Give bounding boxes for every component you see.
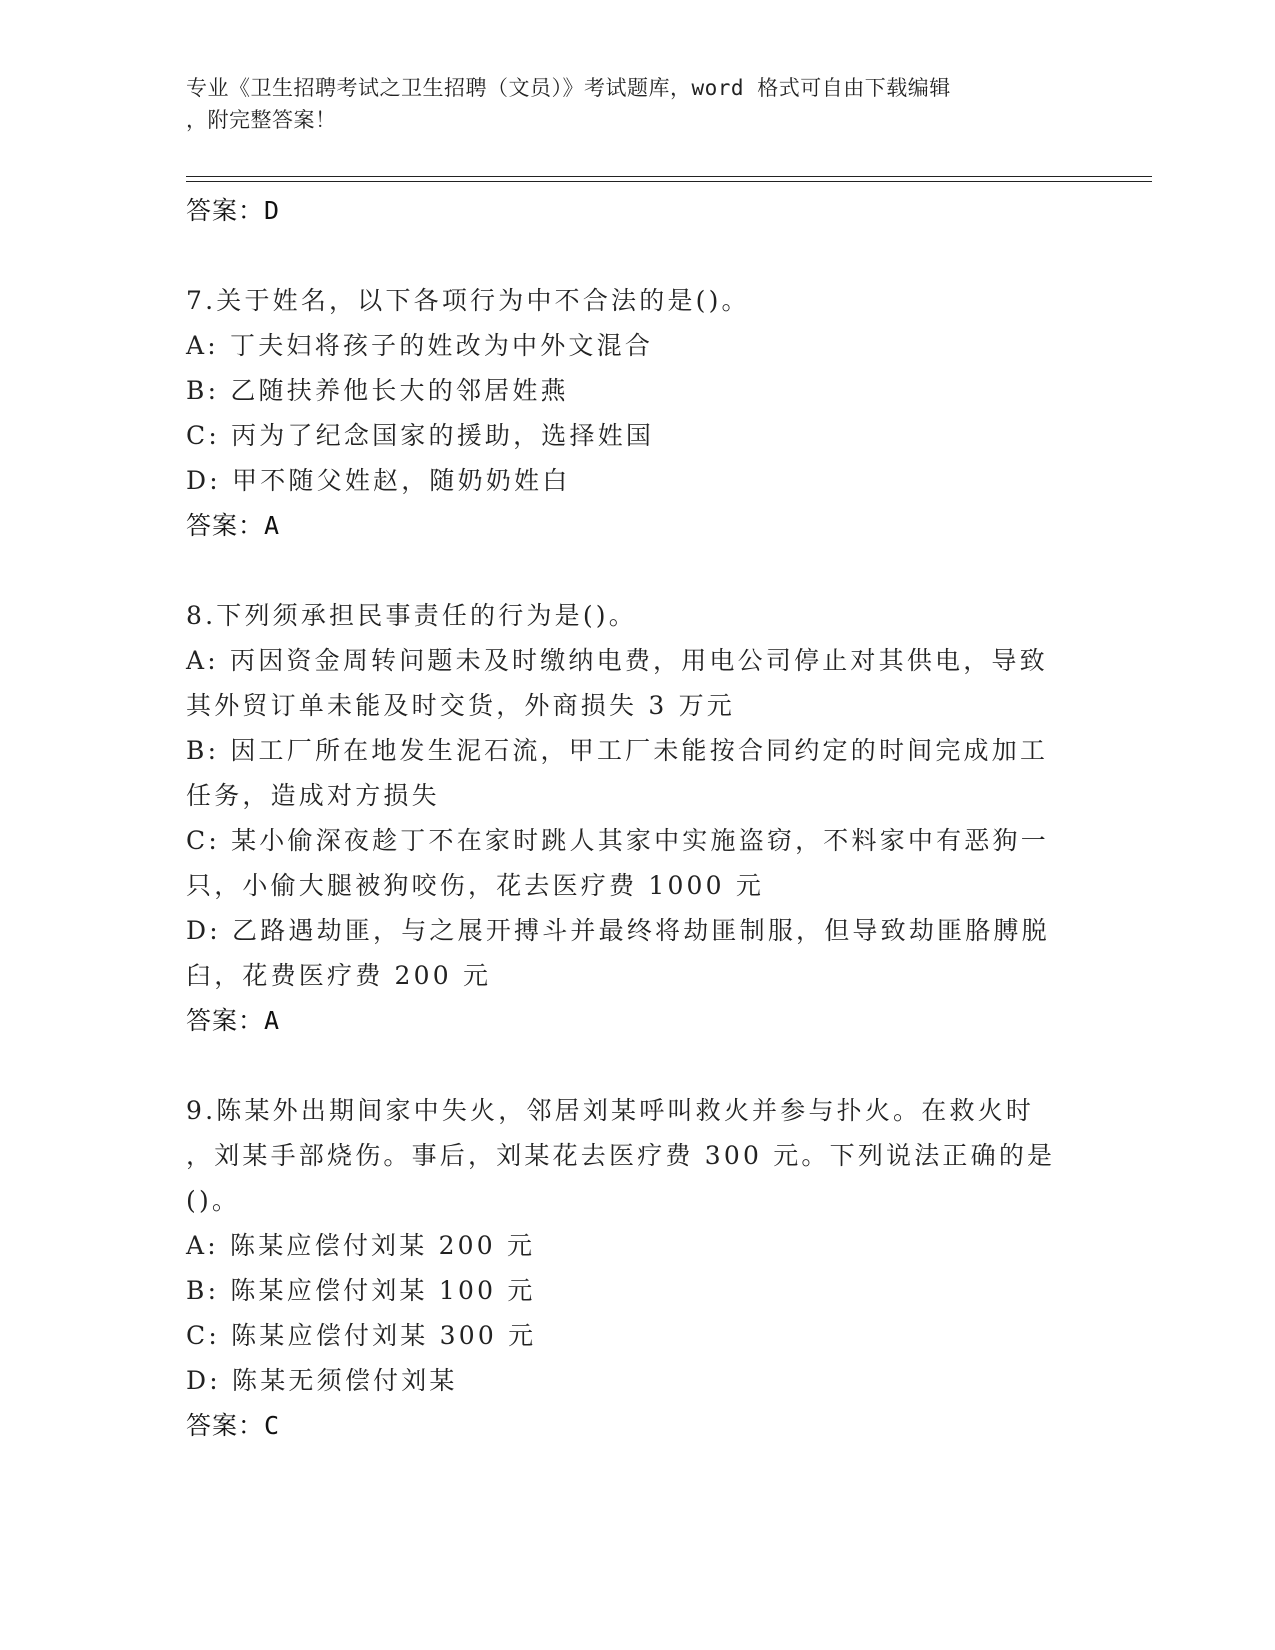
page-header [186,72,1066,136]
question-8-option-a-line-1: A: 丙因资金周转问题未及时缴纳电费，用电公司停止对其供电，导致 [186,646,1048,675]
question-9 [186,1088,1076,1448]
question-8-option-c-line-1: C: 某小偷深夜趁丁不在家时跳人其家中实施盗窃，不料家中有恶狗一 [186,826,1049,855]
question-9-option-c: C: 陈某应偿付刘某 300 元 [186,1321,537,1350]
question-7 [186,278,1076,548]
question-7-option-c: C: 丙为了纪念国家的援助，选择姓国 [186,421,655,450]
question-8-option-a-line-2: 其外贸订单未能及时交货，外商损失 3 万元 [186,691,736,720]
question-8 [186,593,1076,1043]
question-9-option-d: D: 陈某无须偿付刘某 [186,1366,458,1395]
document-body [186,188,1076,1448]
question-7-option-d: D: 甲不随父姓赵，随奶奶姓白 [186,466,571,495]
question-9-text-line-3: ()。 [186,1186,241,1215]
question-8-option-d-line-1: D: 乙路遇劫匪，与之展开搏斗并最终将劫匪制服，但导致劫匪胳膊脱 [186,916,1050,945]
question-9-answer: 答案：C [186,1411,281,1440]
question-8-text: 8.下列须承担民事责任的行为是()。 [186,601,637,630]
question-8-option-c-line-2: 只，小偷大腿被狗咬伤，花去医疗费 1000 元 [186,871,765,900]
question-7-text: 7.关于姓名，以下各项行为中不合法的是()。 [186,286,750,315]
spacer [186,233,1076,278]
question-7-answer: 答案：A [186,511,281,540]
question-8-option-d-line-2: 臼，花费医疗费 200 元 [186,961,492,990]
question-9-text-line-2: ，刘某手部烧伤。事后，刘某花去医疗费 300 元。下列说法正确的是 [186,1141,1056,1170]
question-9-option-a: A: 陈某应偿付刘某 200 元 [186,1231,536,1260]
spacer [186,548,1076,593]
previous-answer: 答案：D [186,196,281,225]
question-7-option-b: B: 乙随扶养他长大的邻居姓燕 [186,376,569,405]
question-7-option-a: A: 丁夫妇将孩子的姓改为中外文混合 [186,331,654,360]
header-rule-top [186,176,1152,177]
spacer [186,1043,1076,1088]
question-9-option-b: B: 陈某应偿付刘某 100 元 [186,1276,536,1305]
question-8-answer: 答案：A [186,1006,281,1035]
header-rule-bottom [186,181,1152,182]
header-line-1: 专业《卫生招聘考试之卫生招聘（文员）》考试题库，word 格式可自由下载编辑 [186,76,951,100]
header-line-2: ，附完整答案！ [186,108,337,132]
question-8-option-b-line-2: 任务，造成对方损失 [186,781,440,810]
question-9-text-line-1: 9.陈某外出期间家中失火，邻居刘某呼叫救火并参与扑火。在救火时 [186,1096,1035,1125]
question-8-option-b-line-1: B: 因工厂所在地发生泥石流，甲工厂未能按合同约定的时间完成加工 [186,736,1049,765]
